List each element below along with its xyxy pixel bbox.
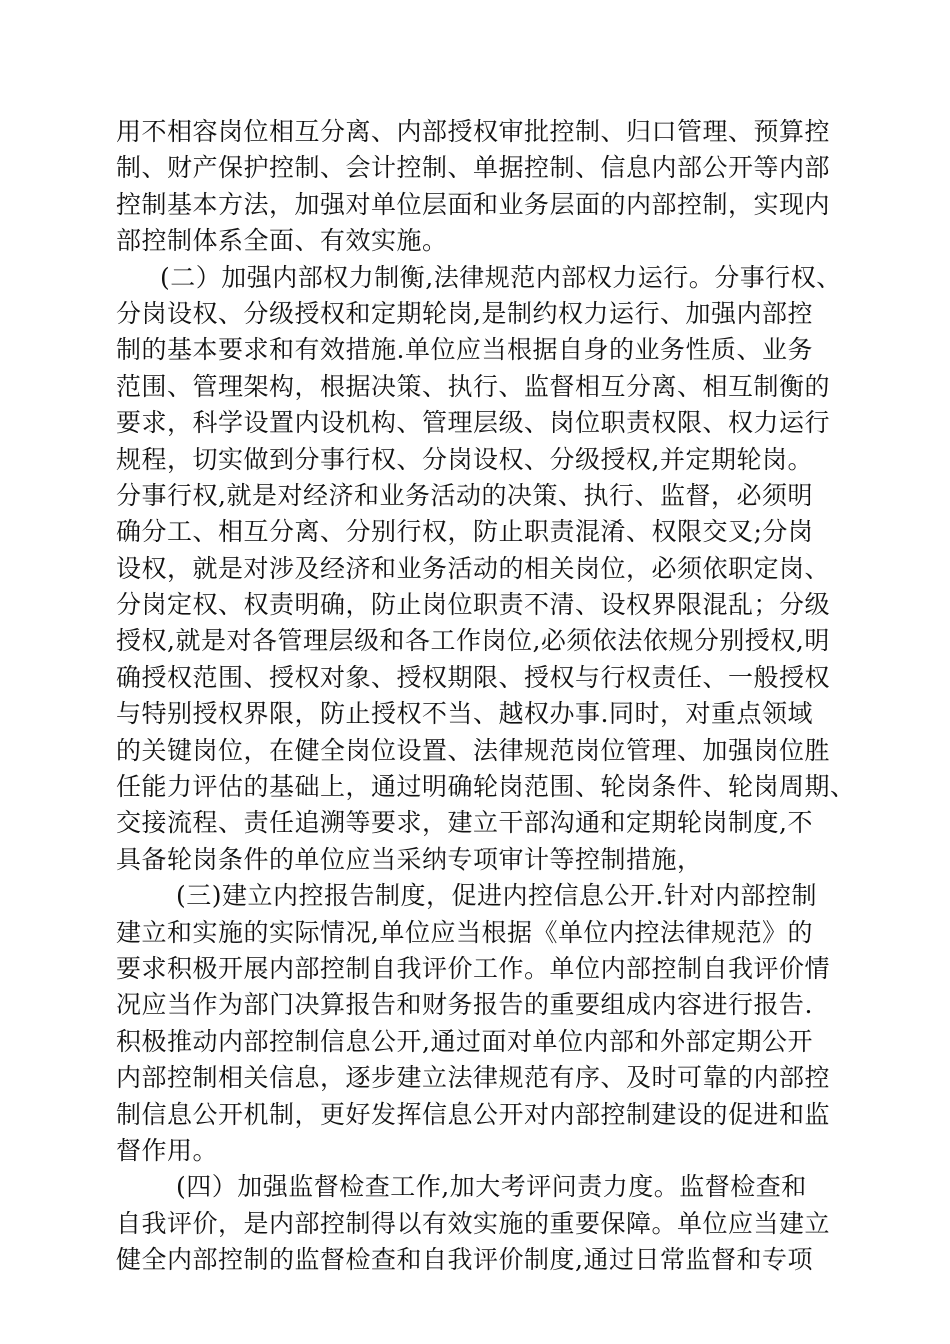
text-line: 督作用。 xyxy=(116,1135,219,1165)
text-line: 分岗设权、分级授权和定期轮岗,是制约权力运行、加强内部控 xyxy=(116,298,813,328)
text-line: 任能力评估的基础上，通过明确轮岗范围、轮岗条件、轮岗周期、 xyxy=(116,772,856,802)
text-line: 用不相容岗位相互分离、内部授权审批控制、归口管理、预算控 xyxy=(116,117,831,146)
text-line: 要求积极开展内部控制自我评价工作。单位内部控制自我评价情 xyxy=(116,953,831,983)
section-heading-line: (四）加强监督检查工作,加大考评问责力度。监督检查和 xyxy=(176,1172,807,1202)
text-line: 交接流程、责任追溯等要求，建立干部沟通和定期轮岗制度,不 xyxy=(116,808,813,838)
section-heading-line: (三)建立内控报告制度，促进内控信息公开.针对内部控制 xyxy=(176,881,817,911)
text-line: 具备轮岗条件的单位应当采纳专项审计等控制措施， xyxy=(116,844,703,874)
text-line: 内部控制相关信息，逐步建立法律规范有序、及时可靠的内部控 xyxy=(116,1063,831,1093)
text-line: 自我评价，是内部控制得以有效实施的重要保障。单位应当建立 xyxy=(116,1208,831,1238)
text-line: 积极推动内部控制信息公开,通过面对单位内部和外部定期公开 xyxy=(116,1026,813,1056)
text-line: 制的基本要求和有效措施.单位应当根据自身的业务性质、业务 xyxy=(116,335,813,365)
text-line: 要求，科学设置内设机构、管理层级、岗位职责权限、权力运行 xyxy=(116,408,831,438)
text-line: 授权,就是对各管理层级和各工作岗位,必须依法依规分别授权,明 xyxy=(116,626,830,656)
text-line: 的关键岗位，在健全岗位设置、法律规范岗位管理、加强岗位胜 xyxy=(116,735,831,765)
body-text xyxy=(116,114,856,1279)
text-line: 规程，切实做到分事行权、分岗设权、分级授权,并定期轮岗。 xyxy=(116,444,813,474)
text-line: 部控制体系全面、有效实施。 xyxy=(116,226,448,256)
text-line: 况应当作为部门决算报告和财务报告的重要组成内容进行报告. xyxy=(116,990,813,1020)
text-line: 分岗定权、权责明确，防止岗位职责不清、设权界限混乱；分级 xyxy=(116,590,831,620)
text-line: 分事行权,就是对经济和业务活动的决策、执行、监督，必须明 xyxy=(116,480,813,510)
text-line: 确授权范围、授权对象、授权期限、授权与行权责任、一般授权 xyxy=(116,662,831,692)
text-line: 范围、管理架构，根据决策、执行、监督相互分离、相互制衡的 xyxy=(116,371,831,401)
text-line: 确分工、相互分离、分别行权，防止职责混淆、权限交叉;分岗 xyxy=(116,517,814,547)
text-line: 设权，就是对涉及经济和业务活动的相关岗位，必须依职定岗、 xyxy=(116,553,831,583)
text-line: 与特别授权界限，防止授权不当、越权办事.同时，对重点领域 xyxy=(116,699,813,729)
text-line: 控制基本方法，加强对单位层面和业务层面的内部控制，实现内 xyxy=(116,189,831,219)
text-line: 健全内部控制的监督检查和自我评价制度,通过日常监督和专项 xyxy=(116,1245,813,1275)
text-line: 建立和实施的实际情况,单位应当根据《单位内控法律规范》的 xyxy=(116,917,813,947)
section-heading-line: (二）加强内部权力制衡,法律规范内部权力运行。分事行权、 xyxy=(160,262,842,292)
text-line: 制信息公开机制，更好发挥信息公开对内部控制建设的促进和监 xyxy=(116,1099,831,1129)
text-line: 制、财产保护控制、会计控制、单据控制、信息内部公开等内部 xyxy=(116,153,831,183)
